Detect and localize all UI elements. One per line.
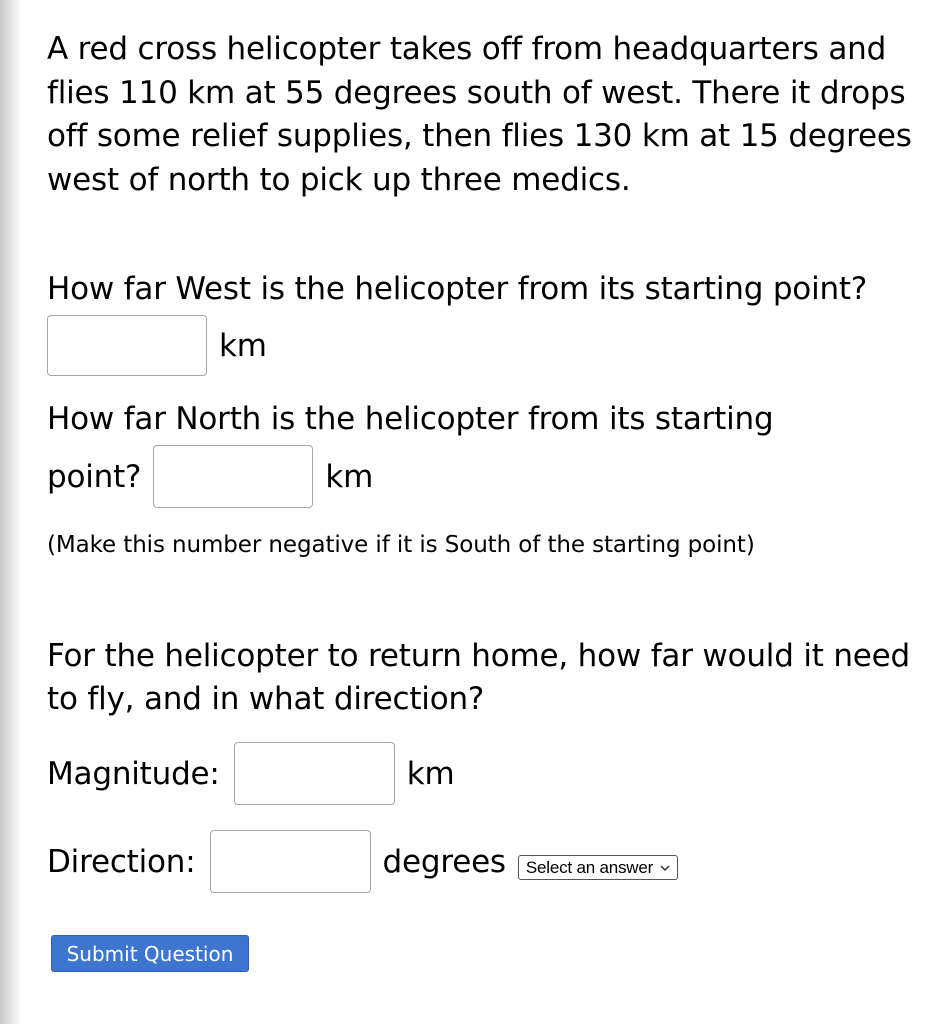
direction-unit-label: degrees [382,843,506,880]
west-distance-input[interactable] [47,315,207,376]
left-edge-shadow [0,0,22,1024]
chevron-down-icon [659,862,671,874]
magnitude-row [47,742,454,805]
north-answer-row [47,445,373,508]
direction-select-value: Select an answer [525,857,654,877]
direction-label: Direction: [47,843,196,880]
north-sign-note: (Make this number negative if it is South of the starting point) [47,532,755,558]
problem-statement: A red cross helicopter takes off from headquarters and flies 110 km at 55 degrees south of west. There it drops off some relief supplies, then flies 130 km at 15 degrees west of north to pick up three medics. [47,31,912,198]
west-answer-row [47,315,267,376]
direction-input[interactable] [210,830,371,893]
magnitude-unit-label: km [406,755,455,792]
magnitude-input[interactable] [234,742,395,805]
west-question-prompt: How far West is the helicopter from its starting point? [47,271,868,307]
north-distance-input[interactable] [153,445,313,508]
direction-row [47,830,678,893]
magnitude-label: Magnitude: [47,755,220,792]
submit-question-button[interactable]: Submit Question [51,935,249,972]
north-question-prompt: How far North is the helicopter from its starting [47,401,774,437]
north-question-prompt-cont: point? [47,458,142,495]
north-unit-label: km [325,458,374,495]
west-unit-label: km [219,327,267,364]
direction-select[interactable] [518,855,678,880]
return-question-prompt: For the helicopter to return home, how far would it need to fly, and in what direction? [47,638,911,717]
